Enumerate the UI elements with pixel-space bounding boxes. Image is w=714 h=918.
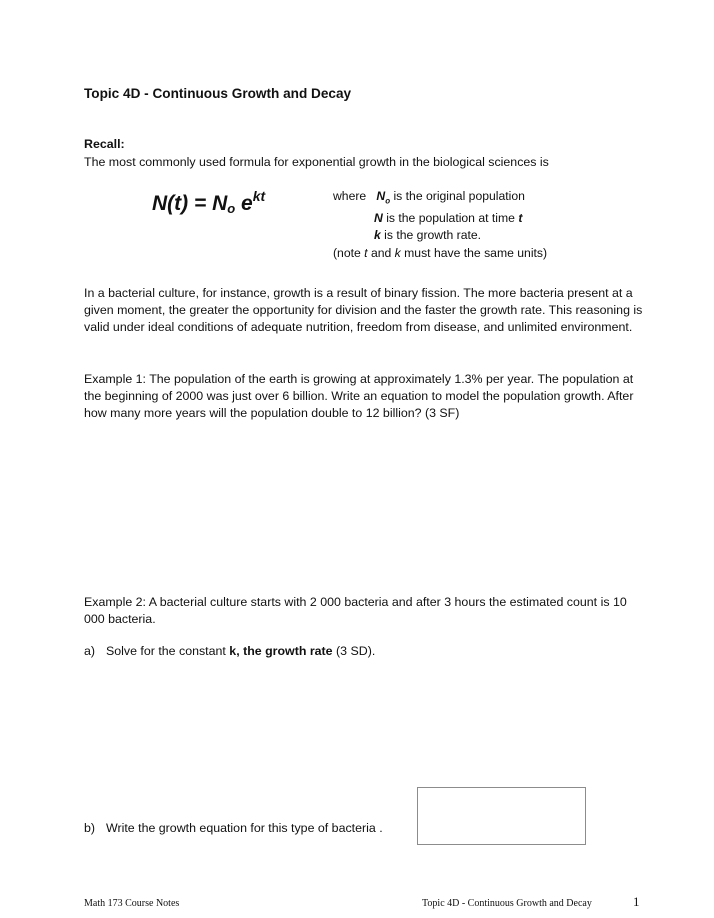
- example-2: Example 2: A bacterial culture starts with 2 000 bacteria and after 3 hours the estimated count is 10 000 bacteria.: [84, 595, 627, 627]
- recall-heading: Recall:: [84, 137, 125, 151]
- var-n: N: [374, 210, 383, 225]
- intro-paragraph: In a bacterial culture, for instance, growth is a result of binary fission. The more bacteria present at a given moment, the greater the opportunity for division and the faster the growth rate. This reasoning is valid under ideal conditions of adequate nutrition, freedom from disease, and unlimited environment.: [84, 286, 643, 335]
- var-t: t: [518, 210, 523, 225]
- def-initial-text: is the original population: [390, 189, 525, 203]
- variable-definitions: [333, 188, 547, 262]
- answer-box[interactable]: [417, 787, 586, 845]
- note-k: k: [394, 245, 401, 260]
- def-population-text: is the population at time: [382, 210, 519, 225]
- definition-line-rate: [333, 227, 547, 245]
- var-n0: N: [376, 189, 386, 203]
- var-n0-sub: o: [385, 196, 391, 206]
- var-k: k: [374, 228, 381, 243]
- note-part-b: and: [367, 245, 395, 260]
- footer-course: Math 173 Course Notes: [84, 898, 180, 909]
- example-1: Example 1: The population of the earth is growing at approximately 1.3% per year. The population at the beginning of 2000 was just over 6 billion. Write an equation to model the population growth. After how many more years will the population double to 12 billion? (3 SF): [84, 372, 634, 421]
- definition-line-initial: [333, 188, 547, 210]
- footer-topic: Topic 4D - Continuous Growth and Decay: [422, 898, 592, 909]
- question-a-bold: k, the growth rate: [229, 644, 333, 658]
- question-a-label: a): [84, 644, 96, 658]
- note-t: t: [364, 245, 368, 260]
- question-a-tail: (3 SD).: [332, 644, 376, 658]
- question-b-label: b): [84, 821, 96, 835]
- formula-exponent: kt: [252, 188, 266, 204]
- formula-base: e: [235, 192, 253, 215]
- page-number: 1: [633, 894, 640, 909]
- note-part-c: must have the same units): [400, 245, 548, 260]
- formula-lhs: N(t) = N: [152, 192, 228, 215]
- note-part-a: (note: [333, 245, 365, 260]
- question-b-text: Write the growth equation for this type of bacteria .: [106, 821, 383, 835]
- page-title: Topic 4D - Continuous Growth and Decay: [84, 86, 352, 101]
- question-b: [84, 821, 383, 835]
- units-note: [333, 245, 547, 263]
- recall-text: The most commonly used formula for exponential growth in the biological sciences is: [84, 155, 549, 169]
- def-rate-text: is the growth rate.: [380, 228, 482, 243]
- definition-line-population: [333, 210, 547, 228]
- question-a: [84, 644, 375, 658]
- question-a-text: Solve for the constant: [106, 644, 230, 658]
- growth-formula: [152, 188, 265, 216]
- where-word: where: [333, 189, 367, 203]
- formula-subscript: o: [227, 201, 236, 216]
